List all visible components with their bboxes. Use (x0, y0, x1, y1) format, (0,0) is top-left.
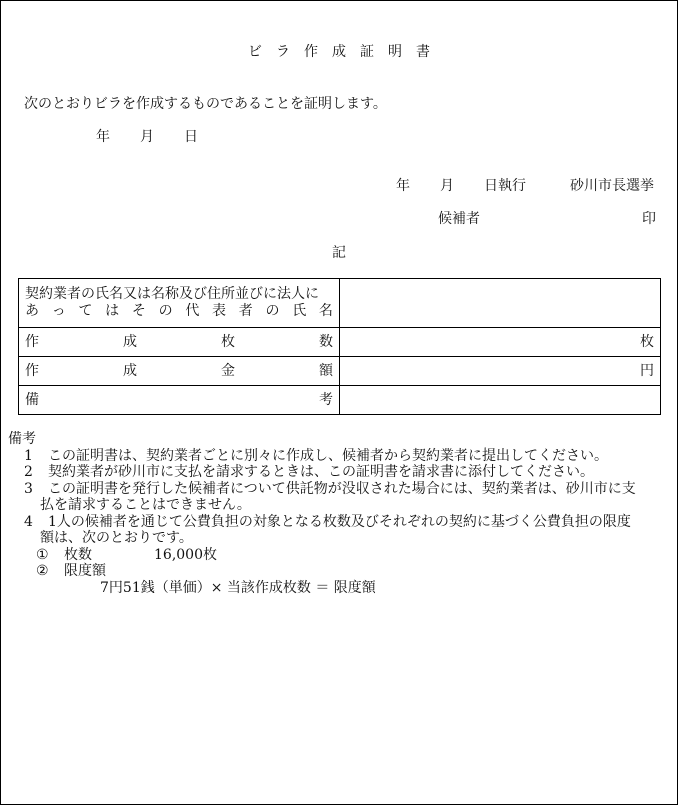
label-char: っ (51, 303, 66, 319)
date-month-label: 月 (140, 129, 154, 145)
contractor-label-line1: 契約業者の氏名又は名称及び住所並びに法人に (25, 286, 319, 302)
label-char: 枚 (221, 333, 235, 350)
label-char: 代 (185, 303, 200, 319)
date-day-label: 日 (184, 129, 198, 145)
note-text: この証明書を発行した候補者について供託物が没収された場合には、契約業者は、砂川市に支 (48, 480, 636, 497)
label-char: て (78, 303, 93, 319)
label-char: 成 (123, 362, 137, 379)
label-char: 数 (319, 333, 333, 350)
election-month-label: 月 (440, 178, 454, 194)
limit-sub-item (8, 563, 672, 580)
notes-section (8, 431, 672, 596)
note-number: 4 (24, 513, 33, 530)
remarks-label-cell (19, 386, 340, 415)
limit-sub-item (8, 547, 672, 564)
note-number: 1 (24, 447, 33, 464)
table-row (19, 328, 661, 357)
sub-item-number: ① (36, 546, 49, 563)
ki-heading: 記 (332, 245, 346, 261)
label-char: 作 (25, 362, 39, 379)
label-char: 者 (238, 303, 253, 319)
note-text: この証明書は、契約業者ごとに別々に作成し、候補者から契約業者に提出してください。 (48, 447, 608, 464)
sub-item-label: 枚数 (64, 546, 92, 563)
label-char: あ (25, 303, 39, 319)
election-name: 砂川市長選挙 (570, 178, 654, 194)
note-text: 契約業者が砂川市に支払を請求するときは、この証明書を請求書に添付してください。 (48, 464, 594, 480)
election-day-label: 日執行 (484, 178, 526, 194)
table-row (19, 386, 661, 415)
amount-unit: 円 (340, 357, 661, 386)
sub-item-number: ② (36, 563, 49, 579)
note-number: 3 (24, 480, 33, 497)
quantity-label-cell (19, 328, 340, 357)
table-row (19, 279, 661, 328)
label-char: 備 (25, 391, 39, 408)
note-continuation: 額は、次のとおりです。 (40, 530, 193, 546)
contractor-label-line2 (25, 303, 333, 320)
election-line (396, 178, 654, 194)
label-char: 金 (221, 362, 235, 379)
limit-formula: 7円51銭（単価）× 当該作成枚数 ＝ 限度額 (100, 579, 376, 596)
remarks-value-cell (340, 386, 661, 415)
contractor-label-cell (19, 279, 340, 328)
document-title: ビラ作成証明書 (248, 44, 444, 60)
note-item (8, 481, 672, 498)
label-char: の (158, 303, 173, 319)
note-item (8, 464, 672, 481)
table-row (19, 357, 661, 386)
note-item (8, 448, 672, 465)
label-char: の (265, 303, 280, 319)
intro-text: 次のとおりビラを作成するものであることを証明します。 (24, 96, 387, 112)
note-text: 1人の候補者を通じて公費負担の対象となる枚数及びそれぞれの契約に基づく公費負担の限度 (48, 513, 631, 530)
label-char: 氏 (292, 303, 307, 319)
note-item (8, 514, 672, 531)
label-char: 額 (319, 362, 333, 379)
label-char: 考 (319, 391, 333, 408)
note-number: 2 (24, 464, 33, 480)
election-year-label: 年 (396, 178, 410, 194)
note-continuation: 払を請求することはできません。 (40, 497, 251, 513)
label-char: 表 (212, 303, 227, 319)
sub-item-label: 限度額 (64, 563, 106, 579)
sub-item-value: 16,000枚 (154, 546, 217, 563)
notes-heading: 備考 (8, 431, 36, 447)
label-char: そ (131, 303, 146, 319)
candidate-label: 候補者 (438, 211, 480, 227)
label-char: 成 (123, 333, 137, 350)
seal-mark: 印 (642, 211, 656, 227)
label-char: 作 (25, 333, 39, 350)
contractor-value-cell (340, 279, 661, 328)
certification-date (96, 129, 198, 145)
certificate-table (18, 278, 661, 415)
quantity-unit: 枚 (340, 328, 661, 357)
date-year-label: 年 (96, 129, 110, 145)
label-char: は (105, 303, 120, 319)
label-char: 名 (318, 303, 333, 319)
amount-label-cell (19, 357, 340, 386)
